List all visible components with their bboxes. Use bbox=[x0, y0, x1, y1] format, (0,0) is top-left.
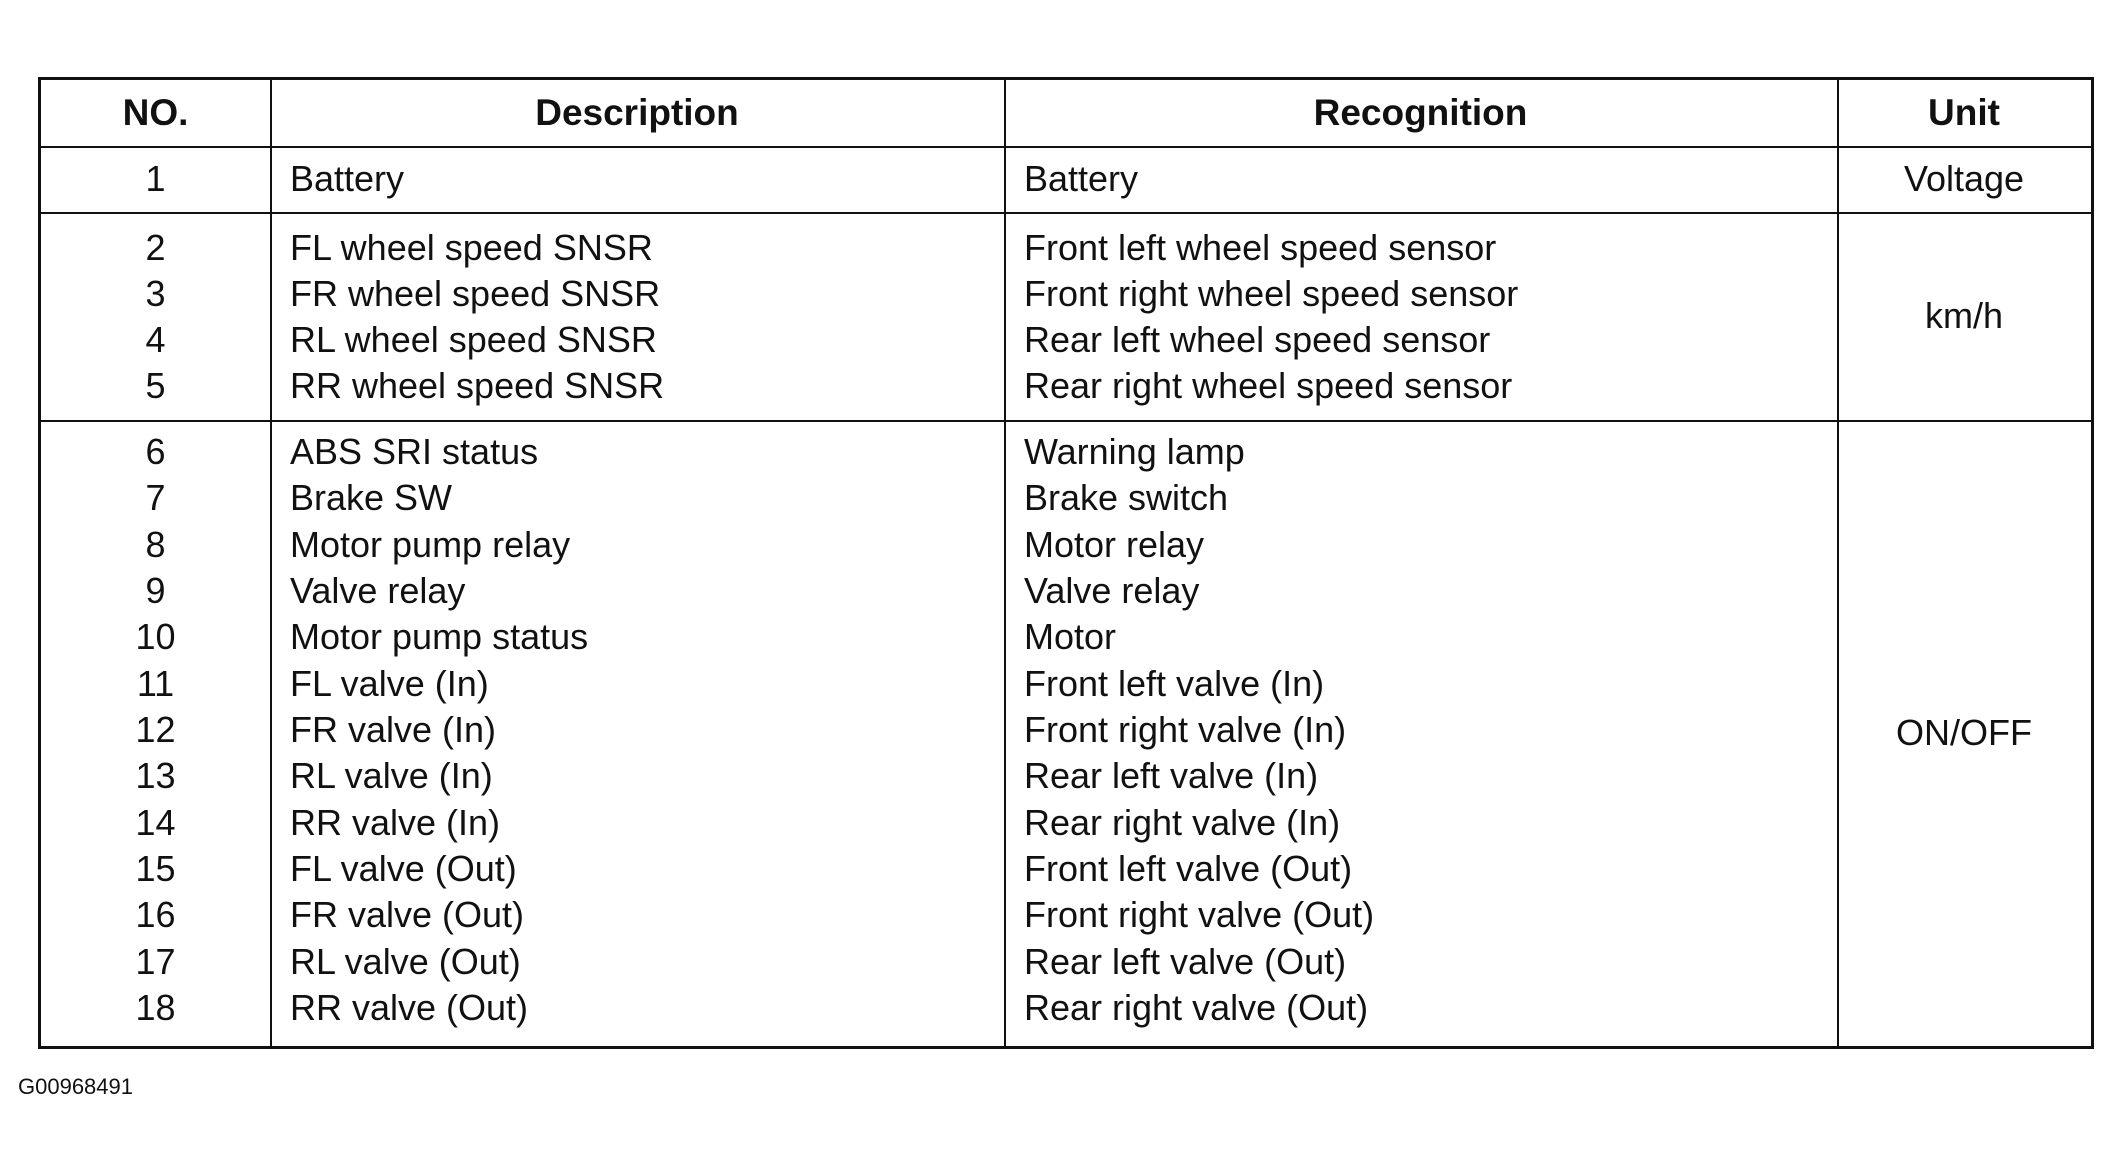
row-no: 12 bbox=[135, 708, 176, 750]
group-divider bbox=[41, 420, 2091, 422]
group-onoff-recognitions bbox=[1024, 430, 1824, 1030]
row-no: 3 bbox=[145, 273, 166, 314]
row-description: RR valve (In) bbox=[290, 801, 501, 843]
row-description: FR valve (In) bbox=[290, 708, 497, 750]
row-no: 9 bbox=[145, 569, 166, 611]
row-no: 18 bbox=[135, 986, 176, 1028]
figure-id: G00968491 bbox=[18, 1074, 133, 1099]
row-no: 7 bbox=[145, 477, 166, 519]
row-recognition: Rear right valve (Out) bbox=[1024, 986, 1369, 1028]
unit-on-off: ON/OFF bbox=[1896, 712, 2032, 753]
row-description: RR valve (Out) bbox=[290, 986, 529, 1028]
header-no: NO. bbox=[122, 92, 189, 133]
row-recognition: Rear left wheel speed sensor bbox=[1024, 319, 1491, 360]
row-description: Battery bbox=[290, 158, 405, 199]
row-no: 14 bbox=[135, 801, 176, 843]
row-no: 13 bbox=[135, 755, 176, 797]
group-speed-numbers bbox=[41, 226, 270, 408]
row-no: 17 bbox=[135, 940, 176, 982]
row-description: RL wheel speed SNSR bbox=[290, 319, 657, 360]
row-description: ABS SRI status bbox=[290, 431, 539, 472]
row-description: Brake SW bbox=[290, 477, 453, 519]
row-no: 6 bbox=[145, 431, 166, 472]
unit-kmh: km/h bbox=[1924, 295, 2003, 336]
row-recognition: Rear left valve (Out) bbox=[1024, 940, 1347, 982]
row-description: Motor pump relay bbox=[290, 523, 571, 565]
group-speed-recognitions bbox=[1024, 226, 1824, 408]
row-no: 5 bbox=[145, 365, 166, 406]
row-recognition: Warning lamp bbox=[1024, 431, 1245, 472]
row-description: RL valve (In) bbox=[290, 755, 493, 797]
group-onoff-descriptions bbox=[290, 430, 990, 1030]
row-no: 8 bbox=[145, 523, 166, 565]
row-description: RR wheel speed SNSR bbox=[290, 365, 665, 406]
header-description: Description bbox=[535, 92, 739, 133]
row-description: FL wheel speed SNSR bbox=[290, 227, 653, 268]
row-no: 15 bbox=[135, 847, 176, 889]
row-recognition: Rear right valve (In) bbox=[1024, 801, 1341, 843]
group-speed-descriptions bbox=[290, 226, 990, 408]
unit-voltage: Voltage bbox=[1903, 158, 2025, 199]
header-unit: Unit bbox=[1928, 92, 2000, 133]
row-description: FR wheel speed SNSR bbox=[290, 273, 661, 314]
row-description: FL valve (In) bbox=[290, 662, 489, 704]
column-divider bbox=[1004, 80, 1006, 1046]
row-recognition: Battery bbox=[1024, 158, 1139, 199]
row-no: 16 bbox=[135, 894, 176, 936]
row-description: FR valve (Out) bbox=[290, 894, 525, 936]
column-divider bbox=[270, 80, 272, 1046]
group-divider bbox=[41, 212, 2091, 214]
row-recognition: Motor relay bbox=[1024, 523, 1205, 565]
row-description: FL valve (Out) bbox=[290, 847, 517, 889]
row-recognition: Front left valve (In) bbox=[1024, 662, 1325, 704]
row-recognition: Front left valve (Out) bbox=[1024, 847, 1353, 889]
row-description: RL valve (Out) bbox=[290, 940, 521, 982]
row-no: 1 bbox=[145, 158, 166, 199]
row-no: 2 bbox=[145, 227, 166, 268]
row-no: 4 bbox=[145, 319, 166, 360]
row-recognition: Front right valve (In) bbox=[1024, 708, 1347, 750]
row-recognition: Brake switch bbox=[1024, 477, 1229, 519]
row-recognition: Rear right wheel speed sensor bbox=[1024, 365, 1513, 406]
row-recognition: Valve relay bbox=[1024, 569, 1200, 611]
row-description: Valve relay bbox=[290, 569, 466, 611]
row-recognition: Front right wheel speed sensor bbox=[1024, 273, 1519, 314]
row-no: 11 bbox=[136, 662, 175, 704]
row-description: Motor pump status bbox=[290, 616, 589, 658]
group-onoff-numbers bbox=[41, 430, 270, 1030]
row-recognition: Rear left valve (In) bbox=[1024, 755, 1319, 797]
row-recognition: Motor bbox=[1024, 616, 1117, 658]
row-no: 10 bbox=[135, 616, 176, 658]
row-recognition: Front right valve (Out) bbox=[1024, 894, 1375, 936]
header-recognition: Recognition bbox=[1313, 92, 1528, 133]
row-recognition: Front left wheel speed sensor bbox=[1024, 227, 1497, 268]
diagnostic-data-table bbox=[38, 77, 2094, 1049]
